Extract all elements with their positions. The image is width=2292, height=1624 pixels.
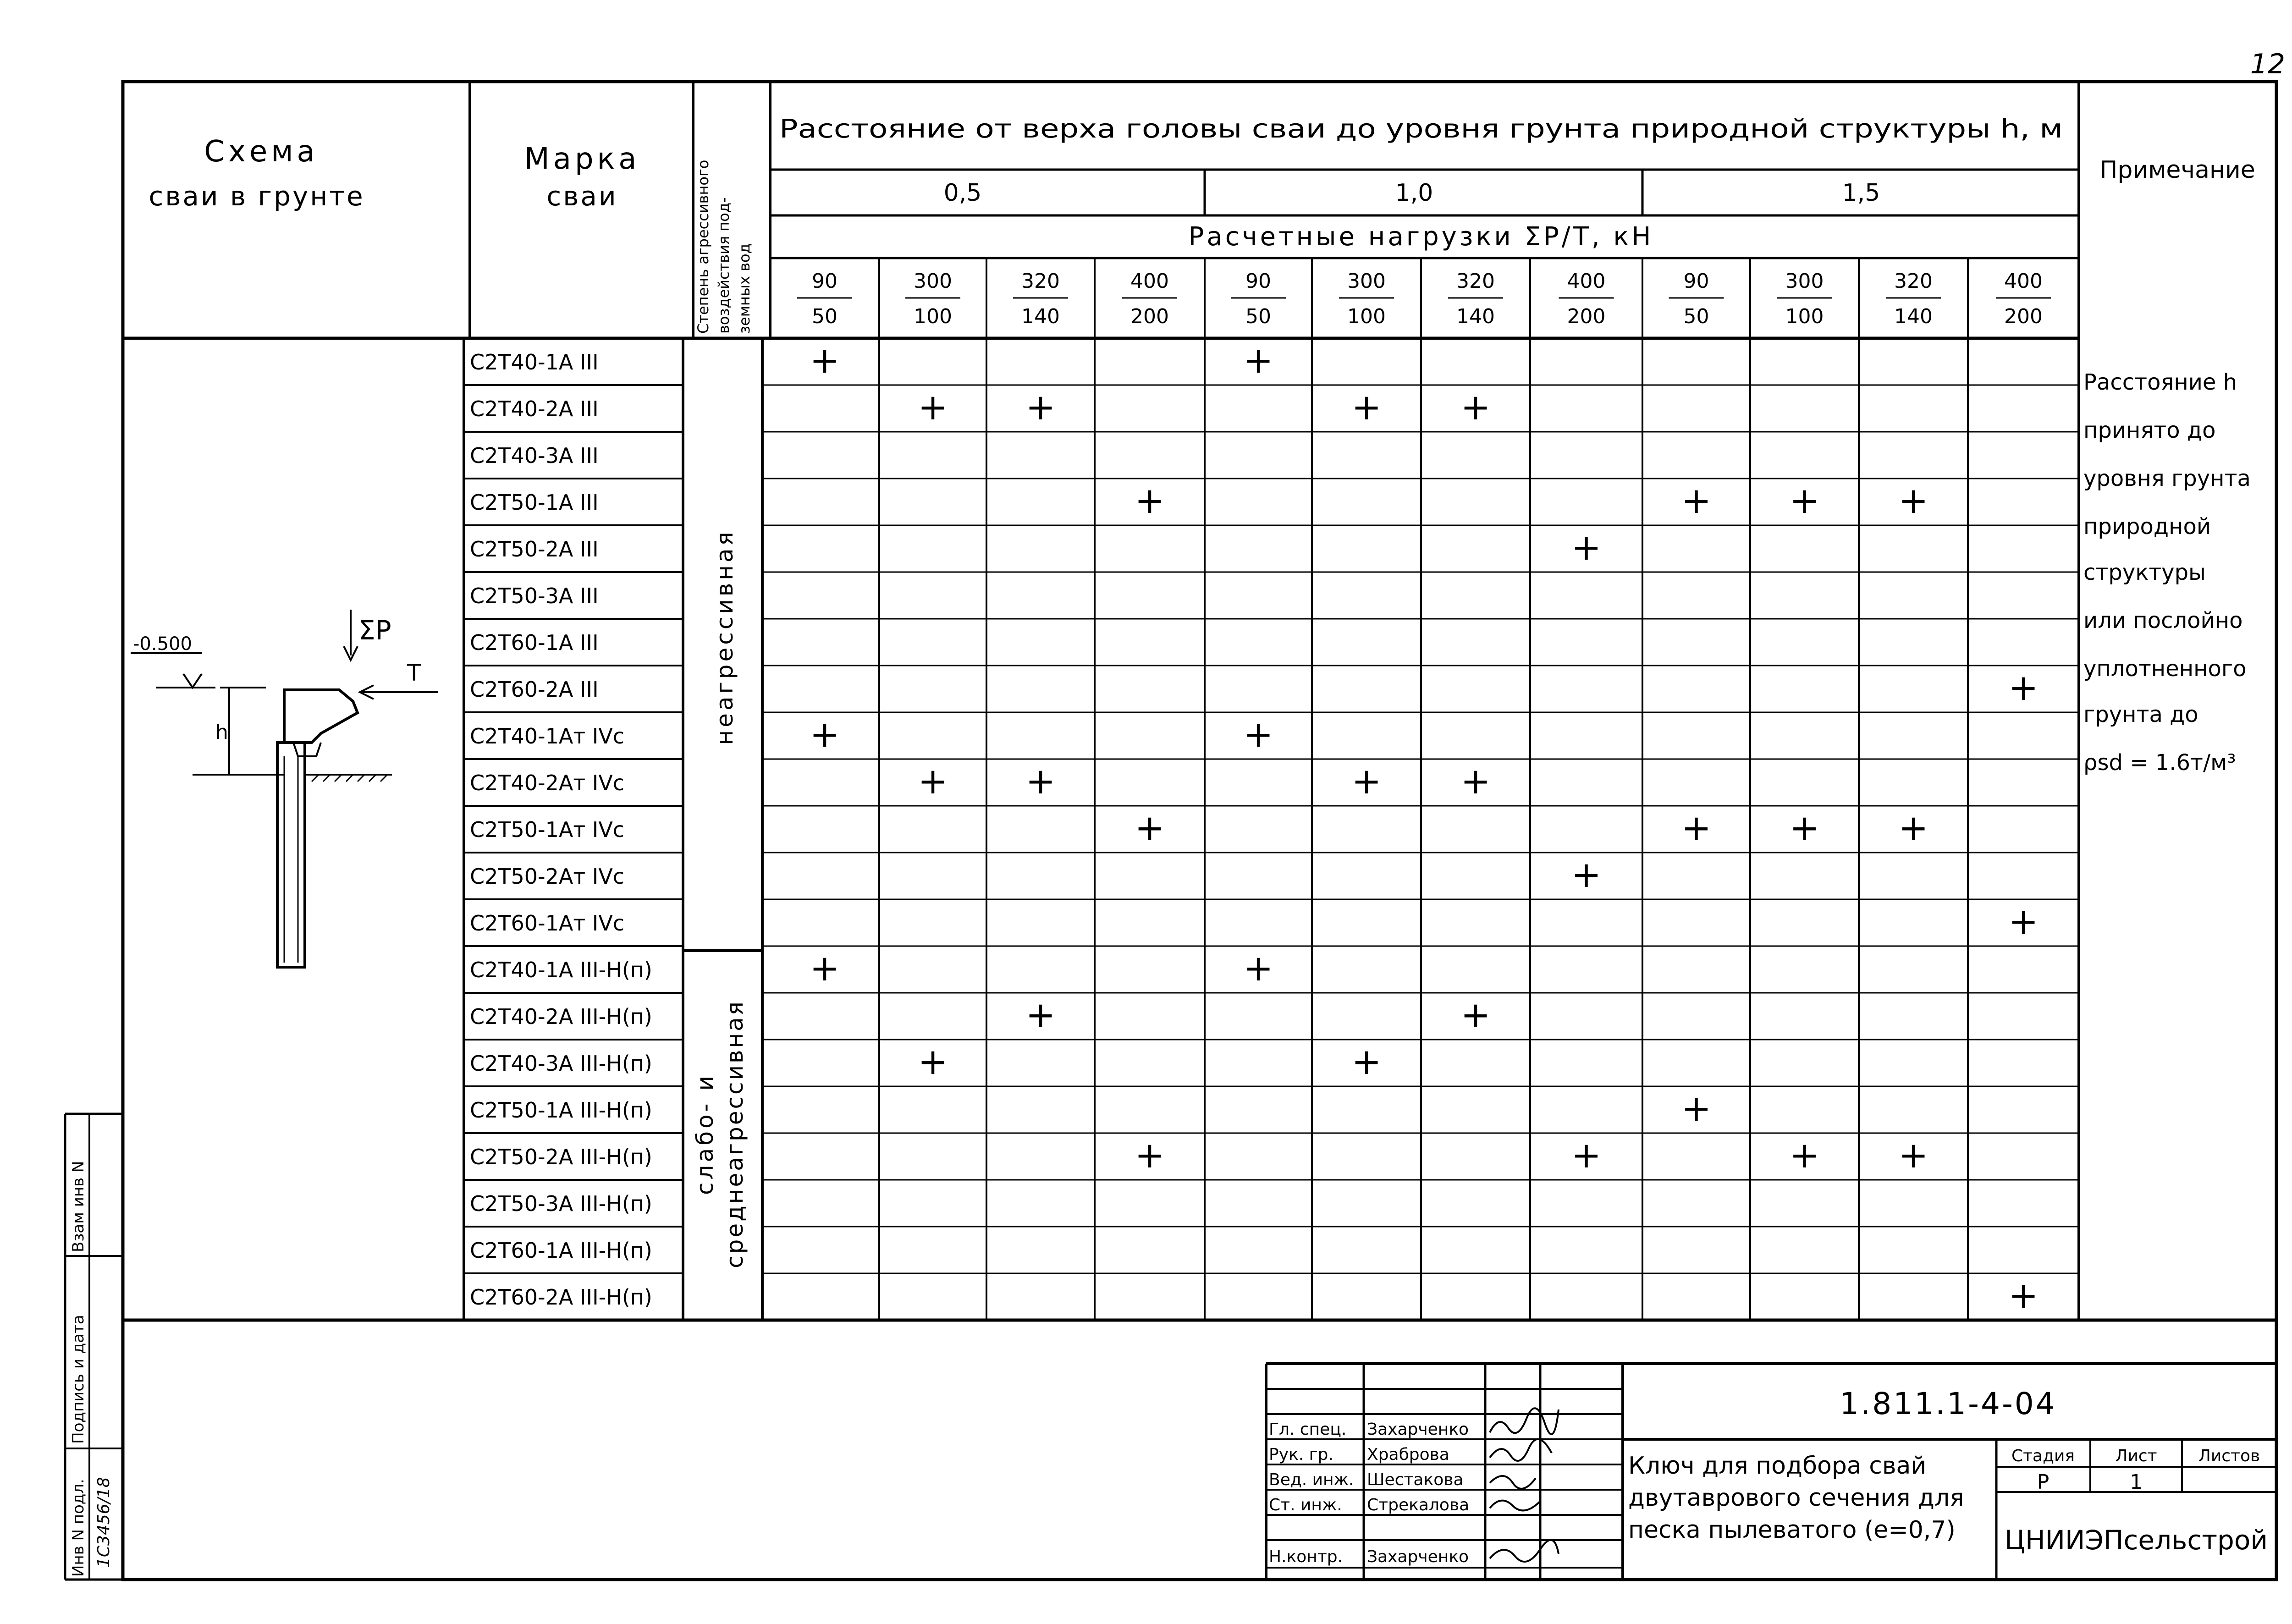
table-grid <box>123 82 2276 1320</box>
selection-mark: + <box>1789 1135 1820 1176</box>
load-denominator: 50 <box>812 305 837 328</box>
load-numerator: 90 <box>1683 270 1709 293</box>
header-mark-line1: Марка <box>524 142 640 176</box>
scheme-elevation: -0.500 <box>133 633 192 655</box>
title-line-1: двутаврового сечения для <box>1628 1484 1964 1512</box>
organization: ЦНИИЭПсельстрой <box>2004 1525 2268 1556</box>
load-numerator: 320 <box>1456 270 1495 293</box>
pile-mark-cell: С2Т50-1А III <box>470 490 599 515</box>
pile-mark-cell: С2Т60-1А III-Н(п) <box>470 1238 652 1263</box>
pile-mark-cell: С2Т40-2А III <box>470 396 599 421</box>
selection-mark: + <box>2008 667 2039 709</box>
note-line-3: природной <box>2083 514 2211 539</box>
stamp-inv-podl-label: Инв N подл. <box>69 1479 88 1577</box>
load-numerator: 400 <box>1130 270 1169 293</box>
stage-value: Р <box>2037 1470 2050 1494</box>
load-denominator: 140 <box>1021 305 1060 328</box>
pile-mark-cell: С2Т50-2А III-Н(п) <box>470 1145 652 1169</box>
selection-mark: + <box>1025 761 1056 802</box>
pile-mark-cell: С2Т40-1А III-Н(п) <box>470 958 652 982</box>
selection-mark: + <box>1351 1041 1382 1083</box>
note-line-6: уплотненного <box>2083 656 2247 682</box>
header-mark-line2: сваи <box>546 181 618 212</box>
pile-mark-cell: С2Т60-2А III <box>470 677 599 702</box>
load-denominator: 50 <box>1683 305 1709 328</box>
note-line-8: ρsd = 1.6т/м³ <box>2083 750 2236 776</box>
group-label-weak-line1: слабо- и <box>692 1073 718 1195</box>
side-stamp <box>65 1114 123 1580</box>
header-aggression-line1: Степень агрессивного <box>694 160 712 334</box>
selection-mark: + <box>1898 1135 1928 1176</box>
selection-mark: + <box>1571 854 1602 896</box>
selection-mark: + <box>1898 480 1928 522</box>
group-label-weak-line2: среднеагрессивная <box>722 1000 748 1268</box>
selection-mark: + <box>1681 1088 1712 1129</box>
load-denominator: 200 <box>1130 305 1169 328</box>
selection-mark: + <box>2008 1275 2039 1316</box>
scheme-h-label: h <box>215 721 228 744</box>
load-denominator: 100 <box>914 305 952 328</box>
h-value-1: 1,0 <box>1395 179 1433 207</box>
load-denominator: 140 <box>1456 305 1495 328</box>
selection-mark: + <box>918 387 948 428</box>
selection-mark: + <box>1571 1135 1602 1176</box>
pile-mark-cell: С2Т40-3А III-Н(п) <box>470 1051 652 1076</box>
header-distance-title: Расстояние от верха головы сваи до уровня грунта природной структуры h, м <box>779 114 2063 144</box>
pile-mark-cell: С2Т50-3А III-Н(п) <box>470 1191 652 1216</box>
group-label-nonaggressive: неагрессивная <box>711 529 738 745</box>
signature-role-2: Вед. инж. <box>1269 1470 1354 1489</box>
selection-marks <box>810 340 2038 1316</box>
pile-mark-cell: С2Т60-2А III-Н(п) <box>470 1285 652 1310</box>
load-denominator: 140 <box>1894 305 1933 328</box>
header-loads-title: Расчетные нагрузки ΣP/T, кН <box>1188 222 1654 252</box>
signature-role-4: Н.контр. <box>1269 1547 1343 1566</box>
pile-mark-cell: С2Т50-1Ат IVс <box>470 817 625 842</box>
selection-mark: + <box>810 714 840 755</box>
pile-mark-cell: С2Т50-2А III <box>470 537 599 562</box>
load-denominator: 100 <box>1785 305 1824 328</box>
selection-mark: + <box>1135 808 1165 849</box>
stamp-sign-date-label: Подпись и дата <box>69 1315 88 1444</box>
pile-mark-cell: С2Т60-1Ат IVс <box>470 911 625 936</box>
selection-mark: + <box>918 761 948 802</box>
selection-mark: + <box>1351 387 1382 428</box>
load-numerator: 90 <box>1245 270 1271 293</box>
header-aggression-line3: земных вод <box>736 243 753 334</box>
note-line-5: или послойно <box>2083 608 2243 633</box>
title-line-0: Ключ для подбора свай <box>1628 1452 1927 1480</box>
page-number: 12 <box>2250 48 2285 80</box>
load-denominator: 100 <box>1347 305 1386 328</box>
pile-mark-cell: С2Т40-3А III <box>470 443 599 468</box>
selection-mark: + <box>1460 761 1491 802</box>
pile-mark-cell: С2Т60-1А III <box>470 630 599 655</box>
pile-mark-cell: С2Т50-2Ат IVс <box>470 864 625 889</box>
selection-mark: + <box>1789 480 1820 522</box>
title-line-2: песка пылеватого (e=0,7) <box>1628 1516 1956 1544</box>
h-value-2: 1,5 <box>1842 179 1880 207</box>
pile-mark-cell: С2Т40-2Ат IVс <box>470 771 625 795</box>
signature-name-0: Захарченко <box>1367 1420 1469 1439</box>
signature-role-1: Рук. гр. <box>1269 1445 1333 1464</box>
selection-mark: + <box>1025 387 1056 428</box>
stage-label: Стадия <box>2011 1447 2075 1465</box>
selection-mark: + <box>1243 340 1273 381</box>
load-denominator: 200 <box>1567 305 1606 328</box>
selection-mark: + <box>1135 1135 1165 1176</box>
pile-mark-cell: С2Т50-1А III-Н(п) <box>470 1098 652 1123</box>
selection-mark: + <box>810 948 840 989</box>
signature-name-1: Храброва <box>1367 1445 1449 1464</box>
pile-mark-cell: С2Т40-2А III-Н(п) <box>470 1004 652 1029</box>
selection-mark: + <box>1025 995 1056 1036</box>
load-denominator: 200 <box>2004 305 2043 328</box>
selection-mark: + <box>1571 527 1602 568</box>
selection-mark: + <box>1460 387 1491 428</box>
note-line-7: грунта до <box>2083 702 2198 727</box>
pile-mark-cell: С2Т50-3А III <box>470 584 599 608</box>
note-line-4: структуры <box>2083 560 2206 585</box>
selection-mark: + <box>1243 714 1273 755</box>
note-line-0: Расстояние h <box>2083 369 2237 395</box>
pile-mark-cell: С2Т40-1А III <box>470 350 599 374</box>
note-line-2: уровня грунта <box>2083 466 2251 491</box>
signature-name-2: Шестакова <box>1367 1470 1464 1489</box>
signatures <box>1269 1408 1559 1566</box>
pile-mark-column <box>470 350 652 1310</box>
load-numerator: 400 <box>2004 270 2043 293</box>
load-numerator: 300 <box>1347 270 1386 293</box>
selection-mark: + <box>2008 901 2039 942</box>
load-numerator: 320 <box>1021 270 1060 293</box>
header-note-title: Примечание <box>2099 156 2255 184</box>
signature-role-0: Гл. спец. <box>1269 1420 1347 1439</box>
header-aggression-line2: воздействия под- <box>715 197 733 334</box>
header-scheme-line1: Схема <box>204 135 319 169</box>
load-numerator: 300 <box>1785 270 1824 293</box>
load-denominator: 50 <box>1245 305 1271 328</box>
sheets-label: Листов <box>2198 1447 2260 1465</box>
selection-mark: + <box>1789 808 1820 849</box>
load-numerator: 90 <box>812 270 837 293</box>
signature-name-3: Стрекалова <box>1367 1496 1470 1514</box>
sheet-value: 1 <box>2130 1470 2143 1494</box>
selection-mark: + <box>1243 948 1273 989</box>
h-value-0: 0,5 <box>943 179 982 207</box>
scheme-force-t: T <box>407 660 421 686</box>
load-numerator: 320 <box>1894 270 1933 293</box>
selection-mark: + <box>918 1041 948 1083</box>
selection-mark: + <box>1898 808 1928 849</box>
note-block <box>2083 369 2251 776</box>
signature-name-4: Захарченко <box>1367 1547 1469 1566</box>
pile-mark-cell: С2Т40-1Ат IVс <box>470 724 625 749</box>
header-scheme-line2: сваи в грунте <box>149 181 365 212</box>
load-numerator: 300 <box>914 270 952 293</box>
scheme-force-p: ΣP <box>358 615 391 646</box>
selection-mark: + <box>1681 480 1712 522</box>
pile-scheme-drawing <box>131 610 438 967</box>
document-code: 1.811.1-4-04 <box>1840 1386 2057 1421</box>
signature-scribble <box>1490 1408 1559 1562</box>
load-column-headers <box>797 270 2051 328</box>
selection-mark: + <box>1351 761 1382 802</box>
sheet-label: Лист <box>2115 1447 2157 1465</box>
outer-frame <box>123 82 2276 1580</box>
selection-mark: + <box>810 340 840 381</box>
signature-role-3: Ст. инж. <box>1269 1496 1342 1514</box>
stamp-vzam-label: Взам инв N <box>69 1161 88 1252</box>
load-numerator: 400 <box>1567 270 1606 293</box>
selection-mark: + <box>1681 808 1712 849</box>
selection-mark: + <box>1460 995 1491 1036</box>
note-line-1: принято до <box>2083 418 2216 443</box>
stamp-inv-podl-value: 1С3456/18 <box>94 1477 113 1568</box>
selection-mark: + <box>1135 480 1165 522</box>
